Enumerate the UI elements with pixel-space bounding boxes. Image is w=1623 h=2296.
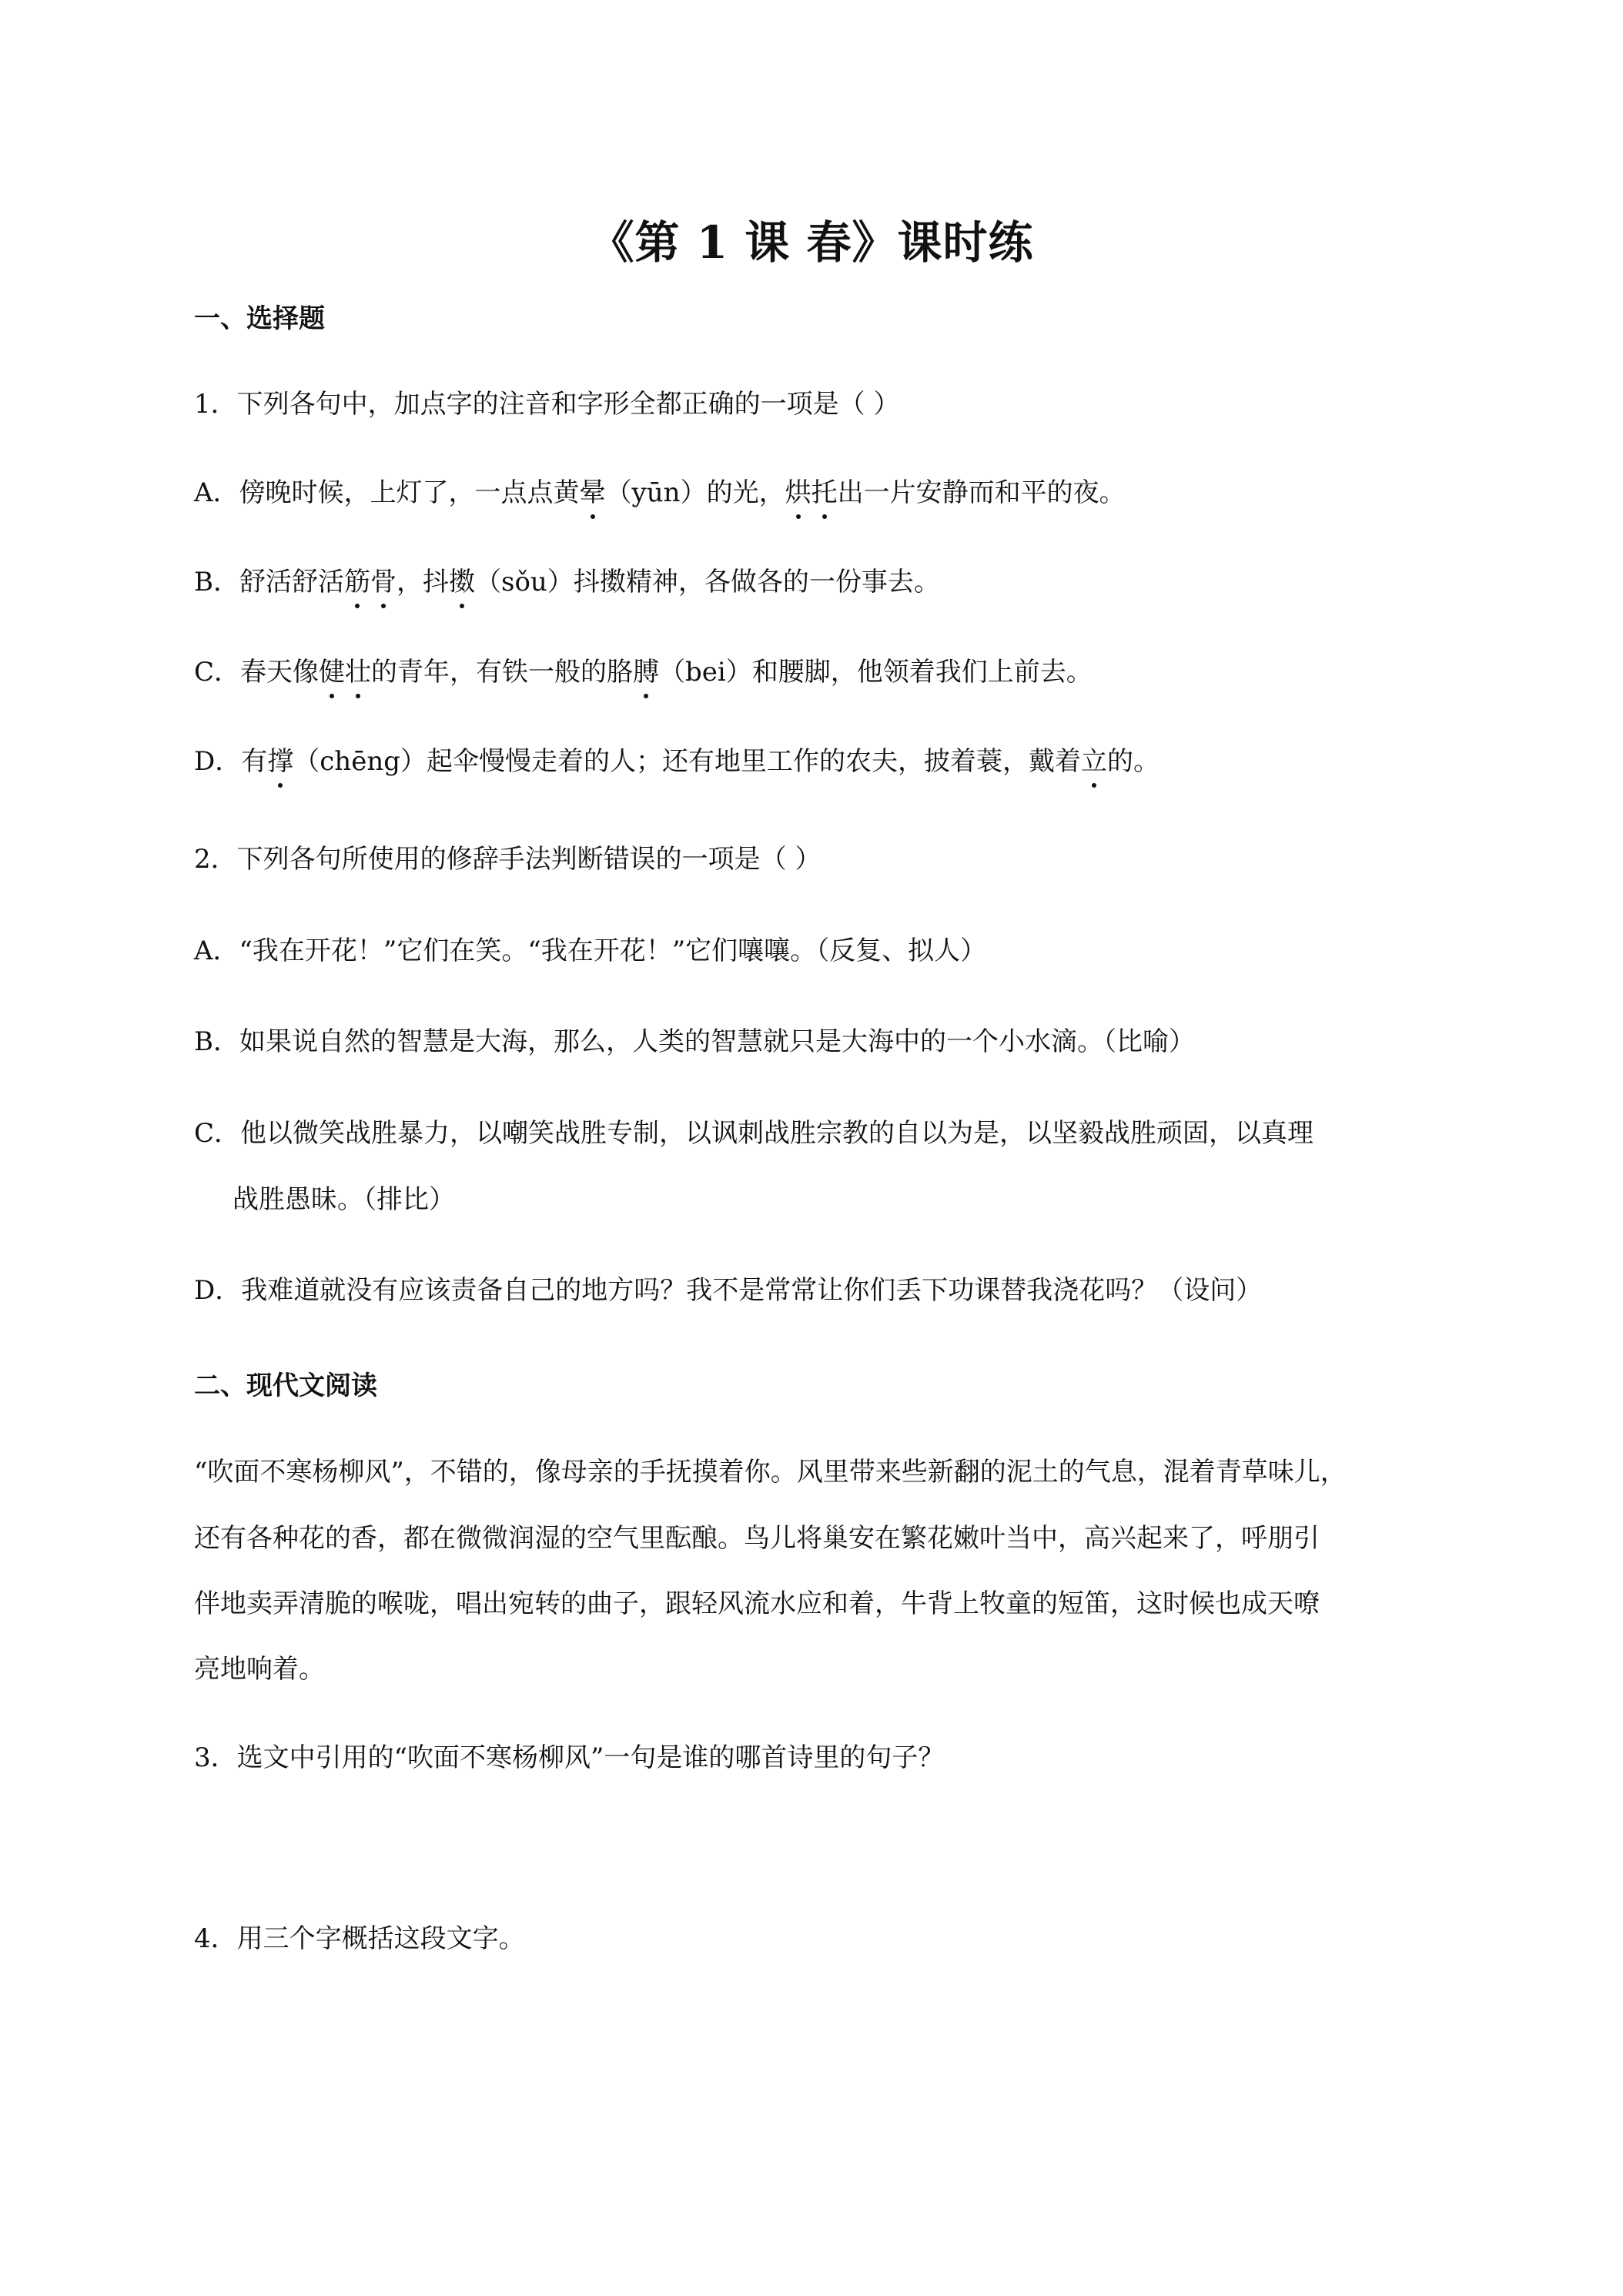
dotted-char: 托	[811, 477, 838, 508]
option-text: D．有	[194, 746, 268, 777]
dotted-char: 壮	[345, 657, 372, 688]
dotted-char: 膊	[633, 657, 660, 688]
question-3: 3．选文中引用的“吹面不寒杨柳风”一句是谁的哪首诗里的句子？	[194, 1742, 945, 1773]
passage-line-4: 亮地响着。	[194, 1654, 325, 1685]
dotted-char: 健	[319, 657, 346, 688]
dotted-char: 立	[1081, 746, 1107, 777]
section-heading-reading: 二、现代文阅读	[194, 1371, 377, 1401]
option-text: 的青年，有铁一般的胳	[371, 657, 634, 688]
question-2-option-a: A．“我在开花！”它们在笑。“我在开花！”它们嚷嚷。（反复、拟人）	[194, 935, 987, 966]
option-text: 出一片安静而和平的夜。	[837, 477, 1126, 508]
question-1-stem: 1．下列各句中，加点字的注音和字形全都正确的一项是（ ）	[194, 389, 900, 420]
dotted-char: 烘	[785, 477, 812, 508]
page-title: 《第 1 课 春》课时练	[589, 216, 1034, 269]
passage-line-1: “吹面不寒杨柳风”，不错的，像母亲的手抚摸着你。风里带来些新翻的泥土的气息，混着青草味儿，	[194, 1457, 1347, 1488]
question-1-option-d	[194, 745, 1160, 778]
dotted-char: 晕	[579, 477, 606, 508]
option-text: 的。	[1107, 746, 1160, 777]
passage-line-3: 伴地卖弄清脆的喉咙，唱出宛转的曲子，跟轻风流水应和着，牛背上牧童的短笛，这时候也成天嘹	[194, 1588, 1320, 1619]
question-4: 4．用三个字概括这段文字。	[194, 1923, 525, 1954]
option-text: （sǒu）抖擞精神，各做各的一份事去。	[475, 567, 940, 597]
question-1-option-c	[194, 655, 1093, 689]
option-text: C．春天像	[194, 657, 320, 688]
question-1-option-b	[194, 565, 940, 599]
question-2-option-b: B．如果说自然的智慧是大海，那么，人类的智慧就只是大海中的一个小水滴。（比喻）	[194, 1026, 1195, 1057]
dotted-char: 擞	[449, 567, 475, 597]
question-2-option-d: D．我难道就没有应该责备自己的地方吗？我不是常常让你们丢下功课替我浇花吗？（设问）	[194, 1275, 1263, 1306]
option-text: （bei）和腰脚，他领着我们上前去。	[659, 657, 1093, 688]
dotted-char: 筋	[344, 567, 370, 597]
section-heading-choice: 一、选择题	[194, 303, 325, 334]
passage-line-2: 还有各种花的香，都在微微润湿的空气里酝酿。鸟儿将巢安在繁花嫩叶当中，高兴起来了，呼朋引	[194, 1523, 1320, 1554]
option-text: B．舒活舒活	[194, 567, 344, 597]
option-text: （yūn）的光，	[605, 477, 785, 508]
dotted-char: 撑	[267, 746, 294, 777]
question-2-stem: 2．下列各句所使用的修辞手法判断错误的一项是（ ）	[194, 844, 822, 875]
dotted-char: 骨	[370, 567, 397, 597]
option-text: ，抖	[397, 567, 449, 597]
question-2-option-c-line1: C．他以微笑战胜暴力，以嘲笑战胜专制，以讽刺战胜宗教的自以为是，以坚毅战胜顽固，以真理	[194, 1118, 1314, 1149]
question-1-option-a	[194, 476, 1126, 510]
option-text: （chēng）起伞慢慢走着的人；还有地里工作的农夫，披着蓑，戴着	[293, 746, 1081, 777]
question-2-option-c-line2: 战胜愚昧。（排比）	[233, 1184, 455, 1215]
option-text: A．傍晚时候，上灯了，一点点黄	[194, 477, 580, 508]
